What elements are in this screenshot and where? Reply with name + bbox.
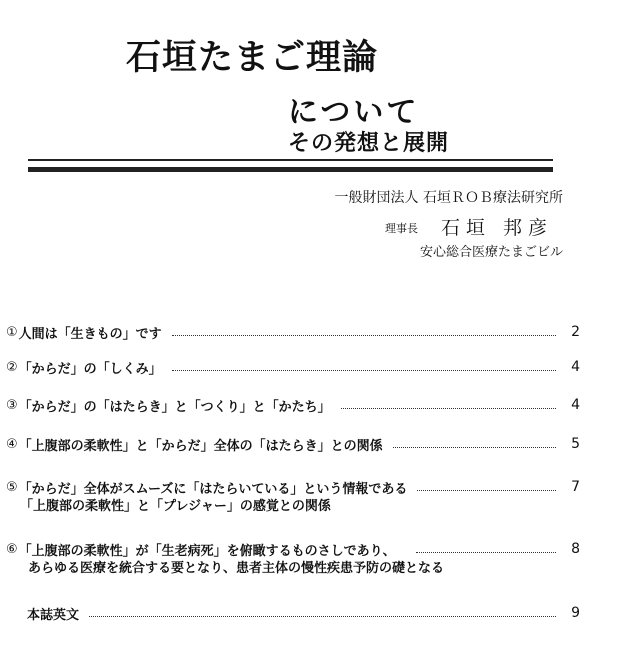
toc-entry-page: 7 — [571, 479, 580, 495]
toc-leader-dots — [417, 490, 556, 491]
toc-entry-page: 8 — [571, 541, 580, 557]
toc-entry-title: 「からだ」の「しくみ」 — [18, 361, 162, 377]
toc-entry-4 — [6, 434, 580, 454]
toc-leader-dots — [393, 447, 556, 448]
toc-entry-title: 「からだ」の「はたらき」と「つくり」と「かたち」 — [18, 399, 331, 415]
toc-leader-dots — [341, 408, 556, 409]
page-subtitle-secondary: その発想と展開 — [288, 130, 450, 156]
author-role: 理事長 — [385, 222, 418, 235]
toc-entry-number: ⑤ — [6, 479, 18, 495]
toc-entry-number: ③ — [6, 397, 18, 413]
toc-entry-7 — [6, 603, 580, 623]
title-rule-thick — [28, 167, 553, 172]
toc-entry-number: ⑥ — [6, 541, 18, 557]
toc-leader-dots — [416, 552, 556, 553]
toc-entry-number: ① — [6, 324, 18, 340]
author-affiliation: 安心総合医療たまごビル — [419, 245, 563, 260]
toc-entry-page: 9 — [571, 605, 580, 621]
toc-entry-title: 「からだ」全体がスムーズに「はたらいている」という情報である — [18, 481, 408, 497]
page-subtitle: について — [288, 95, 420, 130]
toc-entry-title-continued: あらゆる医療を統合する要となり、患者主体の慢性疾患予防の礎となる — [28, 561, 445, 576]
toc-entry-title: 人間は「生きもの」です — [18, 326, 162, 342]
toc-entry-title-continued: 「上腹部の柔軟性」と「プレジャー」の感覚との関係 — [20, 499, 331, 514]
author-name: 石垣 邦彦 — [441, 217, 554, 239]
toc-entry-5 — [6, 477, 580, 517]
toc-entry-number: ② — [6, 359, 18, 375]
toc-entry-title: 「上腹部の柔軟性」が「生老病死」を俯瞰するものさしであり、 — [18, 543, 396, 559]
toc-entry-page: 4 — [571, 359, 580, 375]
toc-entry-page: 4 — [571, 397, 580, 413]
author-organization: 一般財団法人 石垣ＲＯＢ療法研究所 — [334, 190, 563, 206]
toc-entry-3 — [6, 395, 580, 415]
toc-entry-1 — [6, 322, 580, 342]
title-rule-thin — [28, 159, 553, 161]
toc-leader-dots — [172, 335, 556, 336]
toc-leader-dots — [89, 616, 556, 617]
toc-entry-title: 本誌英文 — [27, 607, 80, 623]
toc-entry-number: ④ — [6, 436, 18, 452]
toc-entry-page: 2 — [571, 324, 580, 340]
toc-entry-2 — [6, 357, 580, 377]
toc-entry-title: 「上腹部の柔軟性」と「からだ」全体の「はたらき」との関係 — [18, 438, 383, 454]
toc-entry-page: 5 — [571, 436, 580, 452]
toc-leader-dots — [172, 370, 556, 371]
toc-entry-6 — [6, 539, 580, 579]
page-title: 石垣たまご理論 — [126, 37, 379, 78]
